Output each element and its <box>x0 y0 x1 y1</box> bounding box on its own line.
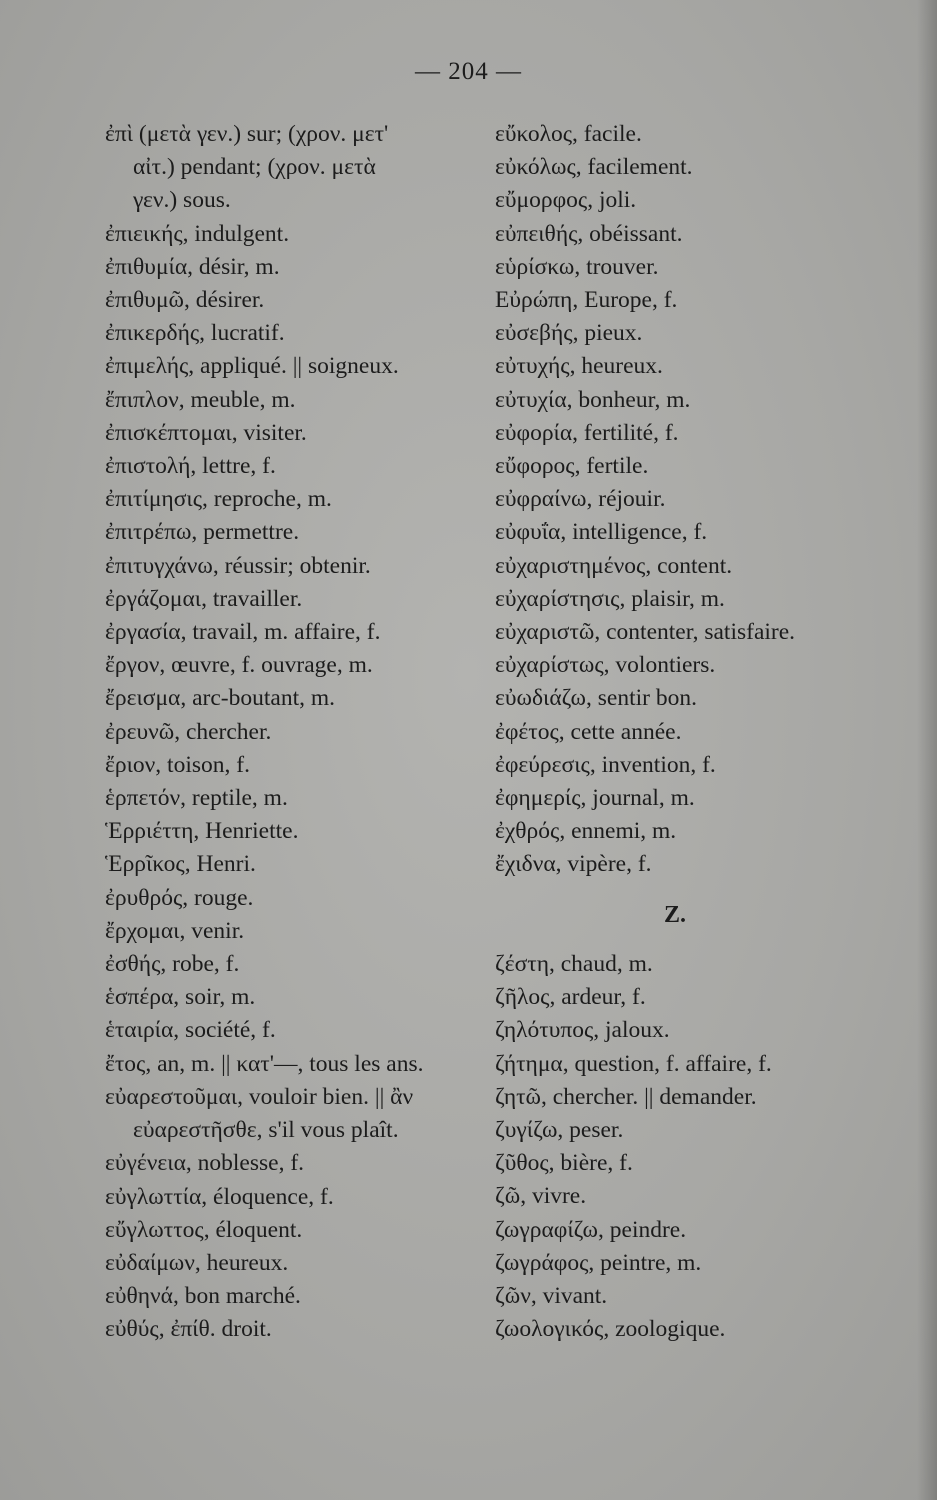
dictionary-entry: ἐργασία, travail, m. affaire, f. <box>105 619 381 646</box>
dictionary-entry: ἐσθής, robe, f. <box>105 951 240 978</box>
section-heading-zeta: Ζ. <box>663 901 686 928</box>
dictionary-entry-continuation: αἰτ.) pendant; (χρον. μετὰ <box>133 154 376 181</box>
dictionary-entry: ἔριον, toison, f. <box>105 751 250 778</box>
dictionary-entry: εὐφορία, fertilité, f. <box>495 419 679 446</box>
dictionary-entry: εὐθηνά, bon marché. <box>105 1283 301 1310</box>
dictionary-entry: ζυγίζω, peser. <box>495 1117 624 1144</box>
dictionary-entry: εὔφορος, fertile. <box>495 453 649 480</box>
page-edge-shadow <box>917 0 937 1500</box>
dictionary-entry: εὐαρεστοῦμαι, vouloir bien. || ἂν <box>105 1083 414 1110</box>
dictionary-entry: ἐφέτος, cette année. <box>495 718 682 745</box>
dictionary-entry-continuation: εὐαρεστῆσθε, s'il vous plaît. <box>133 1117 399 1144</box>
dictionary-entry: εὐχαρίστως, volontiers. <box>495 652 716 679</box>
dictionary-entry: ἔπιπλον, meuble, m. <box>105 386 296 413</box>
dictionary-entry: ζῶν, vivant. <box>495 1283 608 1310</box>
dictionary-entry: ἑρπετόν, reptile, m. <box>105 785 288 812</box>
dictionary-entry: εὐδαίμων, heureux. <box>105 1249 289 1276</box>
dictionary-entry: εὐπειθής, obéissant. <box>495 220 683 247</box>
dictionary-entry: εὐχαρίστησις, plaisir, m. <box>495 585 725 612</box>
dictionary-entry: Εὐρώπη, Europe, f. <box>495 287 678 314</box>
dictionary-entry: Ἑρριέττη, Henriette. <box>105 818 299 845</box>
dictionary-entry: εὐωδιάζω, sentir bon. <box>495 685 697 712</box>
dictionary-entry: ζητῶ, chercher. || demander. <box>495 1083 757 1110</box>
dictionary-entry-continuation: γεν.) sous. <box>133 187 231 214</box>
dictionary-entry: ἐφημερίς, journal, m. <box>495 785 695 812</box>
dictionary-entry: ἐπιμελής, appliqué. || soigneux. <box>105 353 399 380</box>
dictionary-entry: ζῆλος, ardeur, f. <box>495 984 646 1011</box>
dictionary-entry: ζήτημα, question, f. affaire, f. <box>495 1050 772 1077</box>
dictionary-entry: εὐτυχία, bonheur, m. <box>495 386 691 413</box>
page-number: — 204 — <box>415 58 522 85</box>
dictionary-entry: ἐπιτρέπω, permettre. <box>105 519 300 546</box>
dictionary-entry: ἐπιεικής, indulgent. <box>105 220 290 247</box>
dictionary-entry: ἐπικερδής, lucratif. <box>105 320 285 347</box>
dictionary-entry: ἐρυθρός, rouge. <box>105 884 254 911</box>
dictionary-entry: εὔμορφος, joli. <box>495 187 637 214</box>
dictionary-entry: εὑρίσκω, trouver. <box>495 253 659 280</box>
dictionary-entry: ἐργάζομαι, travailler. <box>105 585 303 612</box>
dictionary-entry: Ἑρρῖκος, Henri. <box>105 851 256 878</box>
dictionary-entry: εὐτυχής, heureux. <box>495 353 663 380</box>
dictionary-entry: ἑσπέρα, soir, m. <box>105 984 256 1011</box>
dictionary-entry: ἔτος, an, m. || κατ'—, tous les ans. <box>105 1050 424 1077</box>
dictionary-entry: ἐχθρός, ennemi, m. <box>495 818 677 845</box>
dictionary-entry: ζῦθος, bière, f. <box>495 1150 633 1177</box>
dictionary-entry: εὔγλωττος, éloquent. <box>105 1216 303 1243</box>
dictionary-entry: εὐχαριστημένος, content. <box>495 552 733 579</box>
dictionary-entry: ἑταιρία, société, f. <box>105 1017 276 1044</box>
dictionary-entry: εὐχαριστῶ, contenter, satisfaire. <box>495 619 796 646</box>
dictionary-entry: ζέστη, chaud, m. <box>495 951 653 978</box>
dictionary-entry: εὐκόλως, facilement. <box>495 154 693 181</box>
dictionary-entry: εὐθύς, ἐπίθ. droit. <box>105 1316 272 1343</box>
dictionary-entry: εὐσεβής, pieux. <box>495 320 643 347</box>
dictionary-entry: ζωολογικός, zoologique. <box>495 1316 726 1343</box>
right-column <box>495 118 895 1347</box>
dictionary-entry: εὐγένεια, noblesse, f. <box>105 1150 305 1177</box>
dictionary-entry: εὐφραίνω, réjouir. <box>495 486 666 513</box>
dictionary-entry: εὐφυΐα, intelligence, f. <box>495 519 708 546</box>
dictionary-entry: ἐπιθυμία, désir, m. <box>105 253 280 280</box>
dictionary-entry: ἔργον, œuvre, f. ouvrage, m. <box>105 652 373 679</box>
dictionary-entry: εὐγλωττία, éloquence, f. <box>105 1183 334 1210</box>
dictionary-entry: εὔκολος, facile. <box>495 121 642 147</box>
dictionary-entry: ἐπιτίμησις, reproche, m. <box>105 486 332 513</box>
dictionary-entry: ἔρεισμα, arc-boutant, m. <box>105 685 336 712</box>
dictionary-entry: ἐπὶ (μετὰ γεν.) sur; (χρον. μετ' <box>105 121 389 147</box>
dictionary-entry: ζωγράφος, peintre, m. <box>495 1249 702 1276</box>
dictionary-entry: ἐπιτυγχάνω, réussir; obtenir. <box>105 552 371 579</box>
left-column <box>105 118 475 1347</box>
dictionary-entry: ἐρευνῶ, chercher. <box>105 718 272 745</box>
dictionary-entry: ἔρχομαι, venir. <box>105 917 245 944</box>
dictionary-entry: ἐπιστολή, lettre, f. <box>105 453 276 480</box>
dictionary-entry: ἔχιδνα, vipère, f. <box>495 851 652 878</box>
dictionary-entry: ζωγραφίζω, peindre. <box>495 1216 687 1243</box>
dictionary-entry: ἐπιθυμῶ, désirer. <box>105 287 265 314</box>
dictionary-entry: ζηλότυπος, jaloux. <box>495 1017 670 1044</box>
dictionary-entry: ἐφεύρεσις, invention, f. <box>495 751 716 778</box>
dictionary-entry: ζῶ, vivre. <box>495 1183 587 1210</box>
dictionary-entry: ἐπισκέπτομαι, visiter. <box>105 419 307 446</box>
